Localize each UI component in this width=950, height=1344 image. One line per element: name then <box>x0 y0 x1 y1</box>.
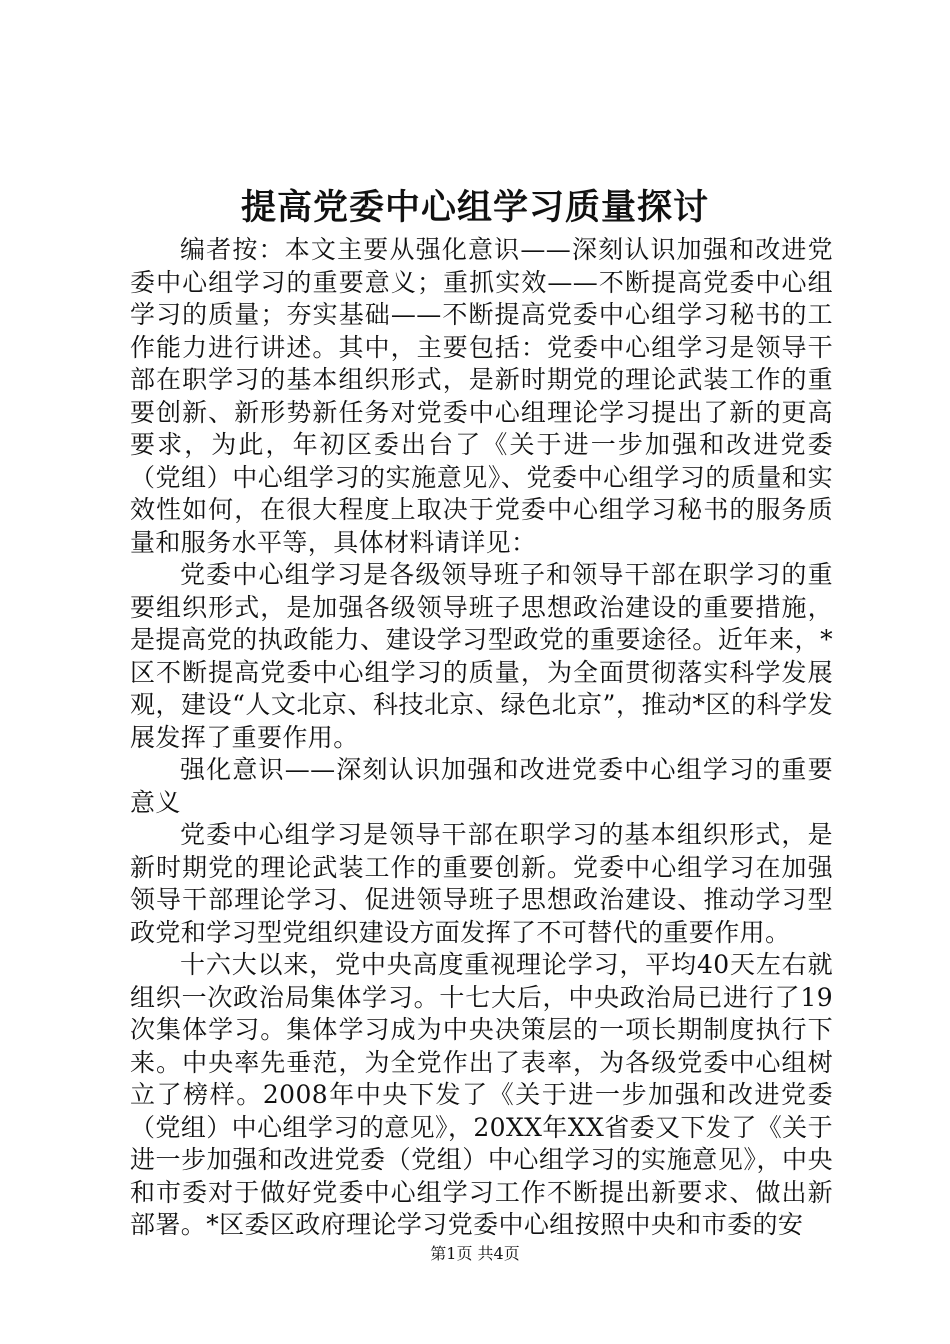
body-paragraph: 党委中心组学习是领导干部在职学习的基本组织形式，是新时期党的理论武装工作的重要创新。党委中心组学习在加强领导干部理论学习、促进领导班子思想政治建设、推动学习型政党和学习型党组织建设方面发挥了不可替代的重要作用。 <box>130 820 833 947</box>
section-heading: 强化意识——深刻认识加强和改进党委中心组学习的重要意义 <box>130 755 833 817</box>
page-footer: 第1页 共4页 <box>430 1244 520 1263</box>
editor-note-paragraph: 编者按：本文主要从强化意识——深刻认识加强和改进党委中心组学习的重要意义；重抓实效——不断提高党委中心组学习的质量；夯实基础——不断提高党委中心组学习秘书的工作能力进行讲述。其中，主要包括：党委中心组学习是领导干部在职学习的基本组织形式，是新时期党的理论武装工作的重要创新、新形势新任务对党委中心组理论学习提出了新的更高要求，为此，年初区委出台了《关于进一步加强和改进党委（党组）中心组学习的实施意见》、党委中心组学习的质量和实效性如何，在很大程度上取决于党委中心组学习秘书的服务质量和服务水平等，具体材料请详见： <box>130 235 833 557</box>
document-body <box>130 234 833 1242</box>
document-title: 提高党委中心组学习质量探讨 <box>240 187 709 228</box>
intro-paragraph: 党委中心组学习是各级领导班子和领导干部在职学习的重要组织形式，是加强各级领导班子思想政治建设的重要措施，是提高党的执政能力、建设学习型政党的重要途径。近年来，*区不断提高党委中心组学习的质量，为全面贯彻落实科学发展观，建设“人文北京、科技北京、绿色北京”，推动*区的科学发展发挥了重要作用。 <box>130 560 833 752</box>
body-paragraph: 十六大以来，党中央高度重视理论学习，平均40天左右就组织一次政治局集体学习。十七大后，中央政治局已进行了19次集体学习。集体学习成为中央决策层的一项长期制度执行下来。中央率先垂范，为全党作出了表率，为各级党委中心组树立了榜样。2008年中央下发了《关于进一步加强和改进党委（党组）中心组学习的意见》，20XX年XX省委又下发了《关于进一步加强和改进党委（党组）中心组学习的实施意见》，中央和市委对于做好党委中心组学习工作不断提出新要求、做出新部署。*区委区政府理论学习党委中心组按照中央和市委的安 <box>130 950 833 1239</box>
